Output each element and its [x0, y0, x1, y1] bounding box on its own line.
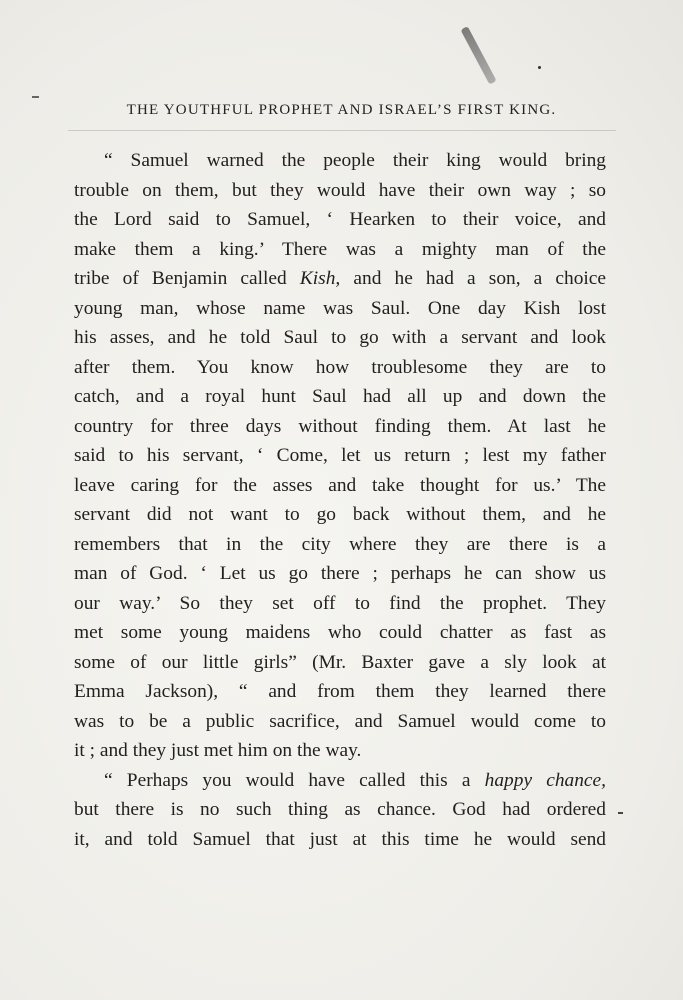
- text-line: [74, 323, 606, 353]
- text-line: [74, 618, 606, 648]
- text-segment: “ Samuel warned the people their king would bring: [104, 150, 606, 171]
- text-segment: his asses, and he told Saul to go with a servant and look: [74, 327, 606, 348]
- text-segment: but there is no such thing as chance. God had ordered: [74, 799, 606, 820]
- text-line: [74, 648, 606, 678]
- text-segment: and he had a son, a choice: [340, 268, 607, 289]
- text-segment: man of God. ‘ Let us go there ; perhaps he can show us: [74, 563, 606, 584]
- text-segment: leave caring for the asses and take thought for us.’ The: [74, 474, 606, 496]
- text-line: [74, 353, 606, 383]
- body-text: [74, 146, 606, 854]
- text-segment: the Lord said to Samuel, ‘ Hearken to their voice, and: [74, 209, 606, 230]
- text-segment: trouble on them, but they would have their own way ; so: [74, 179, 606, 201]
- text-line: [74, 707, 606, 737]
- text-segment: it ; and they just met him on the way.: [74, 740, 362, 761]
- text-segment: catch, and a royal hunt Saul had all up and down the: [74, 386, 606, 407]
- text-segment: tribe of Benjamin called: [74, 268, 300, 289]
- margin-dash: [32, 96, 39, 98]
- margin-hyphen-mark: [618, 812, 623, 814]
- text-line: [74, 382, 606, 412]
- text-line: [74, 146, 606, 176]
- text-segment: remembers that in the city where they are there is a: [74, 533, 606, 555]
- text-segment: make them a king.’ There was a mighty man of the: [74, 238, 606, 260]
- text-line: [74, 500, 606, 530]
- text-segment: some of our little girls” (Mr. Baxter gave a sly look at: [74, 651, 606, 673]
- text-line: [74, 441, 606, 471]
- italic-text: happy chance,: [484, 769, 606, 791]
- text-line: [74, 176, 606, 206]
- text-segment: “ Perhaps you would have called this a: [104, 769, 485, 791]
- text-line: [74, 471, 606, 501]
- text-segment: country for three days without finding them. At last he: [74, 415, 606, 437]
- text-line: [74, 235, 606, 265]
- text-line: [74, 677, 606, 707]
- text-line: [74, 766, 606, 796]
- text-line: [74, 589, 606, 619]
- italic-text: Kish,: [299, 268, 341, 289]
- smudge-mark: [460, 26, 496, 84]
- text-line: [74, 294, 606, 324]
- header-rule: [68, 130, 616, 131]
- text-segment: was to be a public sacrifice, and Samuel would come to: [74, 710, 606, 732]
- text-line: [74, 264, 606, 294]
- text-line: [74, 412, 606, 442]
- text-segment: young man, whose name was Saul. One day Kish lost: [74, 297, 606, 319]
- text-segment: Emma Jackson), “ and from them they learned there: [74, 681, 606, 702]
- text-segment: it, and told Samuel that just at this time he would send: [74, 828, 606, 850]
- text-segment: servant did not want to go back without them, and he: [74, 504, 606, 525]
- text-line: [74, 825, 606, 855]
- ink-dot: [538, 66, 541, 69]
- text-line: [74, 205, 606, 235]
- text-segment: met some young maidens who could chatter as fast as: [74, 622, 606, 643]
- text-line: [74, 559, 606, 589]
- text-line: [74, 530, 606, 560]
- text-line: [74, 795, 606, 825]
- running-header: THE YOUTHFUL PROPHET AND ISRAEL’S FIRST KING.: [126, 102, 557, 118]
- text-line: [74, 736, 606, 766]
- text-segment: said to his servant, ‘ Come, let us return ; lest my father: [74, 445, 606, 466]
- text-segment: our way.’ So they set off to find the prophet. They: [74, 592, 606, 614]
- text-segment: after them. You know how troublesome they are to: [74, 356, 606, 378]
